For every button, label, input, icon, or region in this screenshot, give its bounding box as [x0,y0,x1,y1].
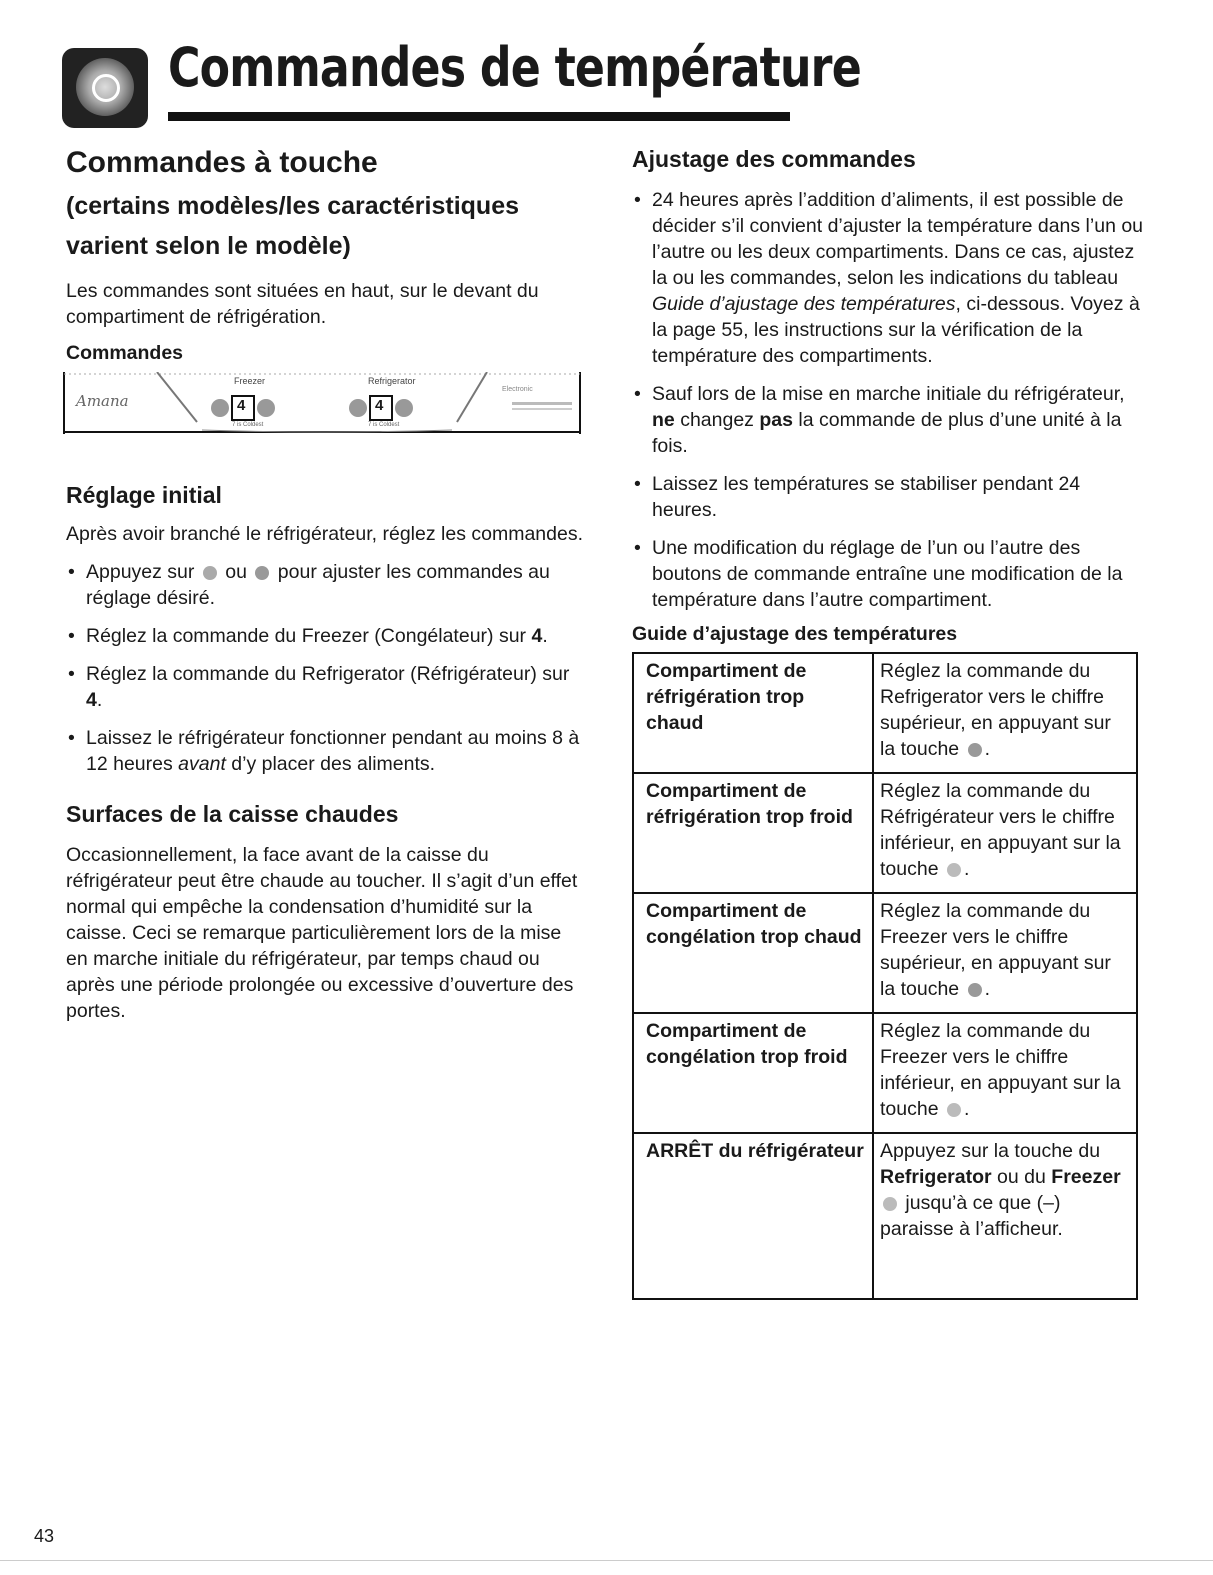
section-title-initial-setting: Réglage initial [66,482,222,508]
table-cell-condition: Compartiment de congélation trop froid [633,1013,873,1133]
table-cell-action: Réglez la commande du Freezer vers le chiffre supérieur, en appuyant sur la touche . [873,893,1137,1013]
freezer-colder-button-icon [211,399,229,417]
page-title: Commandes de température [168,36,861,99]
table-cell-action: Réglez la commande du Réfrigérateur vers le chiffre inférieur, en appuyant sur la touche . [873,773,1137,893]
brand-logo: Amana [76,392,129,410]
left-column [66,146,586,365]
refrigerator-note: 7 is Coldest [368,422,400,428]
refrigerator-label: Refrigerator [368,376,416,386]
controls-label: Commandes [66,342,184,364]
table-row [633,653,1137,773]
warmer-button-icon [252,564,272,582]
warmer-icon [965,741,985,759]
list-item: • Sauf lors de la mise en marche initiale du réfrigérateur, ne changez pas la commande de plus d’une unité à la fois. [632,381,1146,459]
table-cell-condition: Compartiment de réfrigération trop froid [633,773,873,893]
initial-setting-section [66,482,586,1024]
table-cell-condition: Compartiment de réfrigération trop chaud [633,653,873,773]
section-title-touch-controls: Commandes à touche [66,146,378,179]
table-row [633,1133,1137,1299]
refrigerator-warmer-button-icon [395,399,413,417]
adjusting-list [632,187,1146,613]
freezer-value: 4 [237,397,246,414]
title-underline [168,112,790,121]
list-item: • Une modification du réglage de l’un ou l’autre des boutons de commande entraîne une modification de la température dans l’autre compartiment. [632,535,1146,613]
freezer-warmer-button-icon [257,399,275,417]
list-item: • Réglez la commande du Freezer (Congélateur) sur 4. [66,623,586,649]
colder-icon [944,861,964,879]
list-item: • 24 heures après l’addition d’aliments, il est possible de décider s’il convient d’ajuster la température dans l’un ou l’autre ou les deux compartiments. Dans ce cas, ajustez la ou les commandes, selon les indications du tableau Guide d’ajustage des températures, ci-dessous. Voyez à la page 55, les instructions sur la vérification de la température des compartiments. [632,187,1146,369]
colder-button-icon [880,1195,900,1213]
colder-button-icon [200,564,220,582]
section-title-warm-surfaces: Surfaces de la caisse chaudes [66,801,399,827]
refrigerator-colder-button-icon [349,399,367,417]
table-row [633,893,1137,1013]
section-subtitle: (certains modèles/les caractéristiques varient selon le modèle) [66,192,520,260]
list-item: • Laissez les températures se stabiliser pendant 24 heures. [632,471,1146,523]
page-number: 43 [34,1526,55,1546]
temperature-dial-icon [62,48,148,128]
colder-icon [944,1101,964,1119]
refrigerator-value: 4 [375,397,384,414]
initial-setting-intro: Après avoir branché le réfrigérateur, réglez les commandes. [66,523,583,545]
table-cell-condition: Compartiment de congélation trop chaud [633,893,873,1013]
section-title-adjusting: Ajustage des commandes [632,146,916,172]
right-column [632,146,1146,1300]
list-item: • Appuyez sur ou pour ajuster les commandes au réglage désiré. [66,559,586,611]
initial-setting-list [66,559,586,777]
list-item: • Laissez le réfrigérateur fonctionner pendant au moins 8 à 12 heures avant d’y placer des aliments. [66,725,586,777]
warm-surfaces-body: Occasionnellement, la face avant de la caisse du réfrigérateur peut être chaude au toucher. Il s’agit d’un effet normal qui empêche la condensation d’humidité sur la caisse. Ceci se remarque particulièrement lors de la mise en marche initiale du réfrigérateur, par temps chaud ou après une période prolongée ou excessive d’ouverture des portes. [66,844,578,1022]
warmer-icon [965,981,985,999]
list-item: • Réglez la commande du Refrigerator (Réfrigérateur) sur 4. [66,661,586,713]
freezer-note: 7 is Coldest [232,422,264,428]
table-cell-action: Appuyez sur la touche du Refrigerator ou du Freezer jusqu’à ce que (–) paraisse à l’afficheur. [873,1133,1137,1299]
table-cell-action: Réglez la commande du Refrigerator vers le chiffre supérieur, en appuyant sur la touche . [873,653,1137,773]
guide-title: Guide d’ajustage des températures [632,623,958,645]
table-row [633,773,1137,893]
control-panel-illustration [62,372,582,434]
freezer-label: Freezer [234,376,266,386]
table-cell-action: Réglez la commande du Freezer vers le chiffre inférieur, en appuyant sur la touche . [873,1013,1137,1133]
bottom-divider [0,1560,1213,1561]
controls-intro: Les commandes sont situées en haut, sur le devant du compartiment de réfrigération. [66,280,539,328]
table-row [633,1013,1137,1133]
adjustment-guide-table [632,652,1138,1300]
electronic-label: Electronic [502,386,533,393]
table-cell-condition: ARRÊT du réfrigérateur [633,1133,873,1299]
